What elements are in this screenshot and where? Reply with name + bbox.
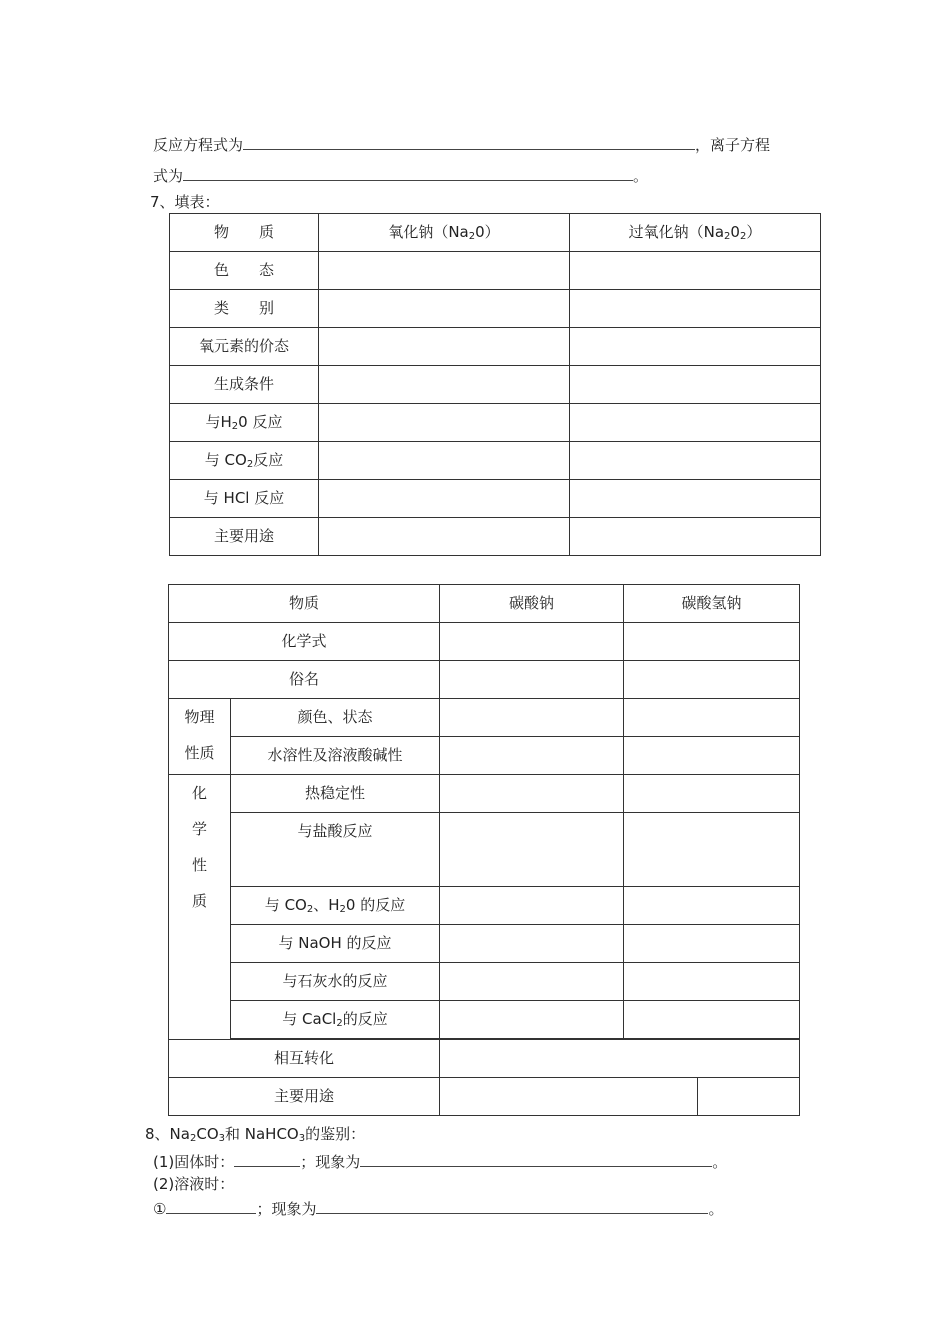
row-oxygen-valence: 氧元素的价态	[170, 328, 319, 366]
answer-cell[interactable]	[624, 963, 800, 1001]
answer-cell[interactable]	[570, 290, 821, 328]
answer-cell[interactable]	[440, 699, 624, 737]
answer-cell[interactable]	[440, 1001, 624, 1039]
answer-cell[interactable]	[624, 1001, 800, 1039]
answer-cell[interactable]	[319, 290, 570, 328]
answer-cell[interactable]	[570, 404, 821, 442]
header-na2o2: 过氧化钠$(Na_20_2)$	[570, 214, 821, 252]
row-water-reaction: 与$H_20$ 反应	[170, 404, 319, 442]
solid-phenomenon-blank[interactable]	[360, 1151, 712, 1167]
header-na2o: 氧化钠$(Na_20)$	[319, 214, 570, 252]
row-interconversion: 相互转化	[169, 1040, 440, 1078]
group-chemical: 化 学 性 质	[169, 775, 231, 1040]
row-cacl2-reaction: 与 CaCl$_2$的反应	[231, 1001, 440, 1039]
answer-cell[interactable]	[570, 442, 821, 480]
intro-line-2	[153, 165, 648, 186]
q8-solid-line: (1)固体时： ；现象为 。	[153, 1153, 728, 1171]
row-co2-water-reaction: 与 $CO_2$、$H_20$ 的反应	[231, 887, 440, 925]
intro-ionic-label-2: 式为	[153, 167, 184, 185]
equation-blank[interactable]	[243, 134, 695, 150]
answer-cell[interactable]	[624, 775, 800, 813]
answer-cell[interactable]	[440, 775, 624, 813]
answer-cell[interactable]	[624, 925, 800, 963]
answer-cell[interactable]	[440, 1040, 800, 1078]
answer-cell[interactable]	[570, 480, 821, 518]
answer-cell[interactable]	[319, 442, 570, 480]
solution-phenomenon-blank[interactable]	[316, 1198, 708, 1214]
row-color-state-2: 颜色、状态	[231, 699, 440, 737]
row-formation: 生成条件	[170, 366, 319, 404]
row-hcl-reaction: 与 HCl 反应	[170, 480, 319, 518]
answer-cell[interactable]	[570, 366, 821, 404]
row-naoh-reaction: 与 NaOH 的反应	[231, 925, 440, 963]
answer-cell[interactable]	[440, 1078, 698, 1116]
q8-solution-label: (2)溶液时：	[153, 1175, 235, 1193]
row-thermal-stability: 热稳定性	[231, 775, 440, 813]
row-co2-reaction: 与 $CO_2$反应	[170, 442, 319, 480]
answer-cell[interactable]	[319, 518, 570, 556]
answer-cell[interactable]	[319, 328, 570, 366]
answer-cell[interactable]	[624, 737, 800, 775]
answer-cell[interactable]	[440, 623, 624, 661]
header-sodium-carbonate: 碳酸钠	[440, 585, 624, 623]
intro-equation-label: 反应方程式为	[153, 136, 244, 154]
q8-solution-line-1: ① ；现象为 。	[153, 1200, 724, 1218]
header-substance-2: 物质	[169, 585, 440, 623]
row-hcl-reaction-2: 与盐酸反应	[231, 813, 440, 887]
header-sodium-bicarbonate: 碳酸氢钠	[624, 585, 800, 623]
row-category: 类 别	[170, 290, 319, 328]
answer-cell[interactable]	[319, 404, 570, 442]
oxide-table	[169, 213, 821, 556]
answer-cell[interactable]	[624, 813, 800, 887]
answer-cell[interactable]	[440, 963, 624, 1001]
intro-line-1	[153, 134, 770, 155]
intro-period: 。	[633, 167, 649, 185]
answer-cell[interactable]	[440, 813, 624, 887]
row-uses: 主要用途	[170, 518, 319, 556]
answer-cell[interactable]	[570, 252, 821, 290]
answer-cell[interactable]	[440, 661, 624, 699]
answer-cell[interactable]	[624, 661, 800, 699]
row-formula: 化学式	[169, 623, 440, 661]
answer-cell[interactable]	[698, 1078, 800, 1116]
answer-cell[interactable]	[570, 328, 821, 366]
row-limewater-reaction: 与石灰水的反应	[231, 963, 440, 1001]
header-substance: 物 质	[170, 214, 319, 252]
ionic-equation-blank[interactable]	[183, 165, 633, 181]
row-uses-2: 主要用途	[169, 1078, 440, 1116]
q7-label: 7、填表：	[150, 193, 220, 211]
group-physical: 物理 性质	[169, 699, 231, 775]
q8-label: 8、$Na_2CO_3$和 NaHCO$_3$的鉴别：	[145, 1125, 366, 1144]
answer-cell[interactable]	[440, 887, 624, 925]
carbonate-table	[168, 584, 800, 1116]
row-solubility: 水溶性及溶液酸碱性	[231, 737, 440, 775]
answer-cell[interactable]	[624, 699, 800, 737]
answer-cell[interactable]	[440, 737, 624, 775]
intro-ionic-label: ，离子方程	[695, 136, 771, 154]
answer-cell[interactable]	[624, 887, 800, 925]
row-color-state: 色 态	[170, 252, 319, 290]
solution-method-blank[interactable]	[166, 1198, 256, 1214]
answer-cell[interactable]	[319, 252, 570, 290]
row-common-name: 俗名	[169, 661, 440, 699]
answer-cell[interactable]	[319, 366, 570, 404]
answer-cell[interactable]	[440, 925, 624, 963]
answer-cell[interactable]	[319, 480, 570, 518]
answer-cell[interactable]	[570, 518, 821, 556]
answer-cell[interactable]	[624, 623, 800, 661]
solid-method-blank[interactable]	[234, 1151, 300, 1167]
